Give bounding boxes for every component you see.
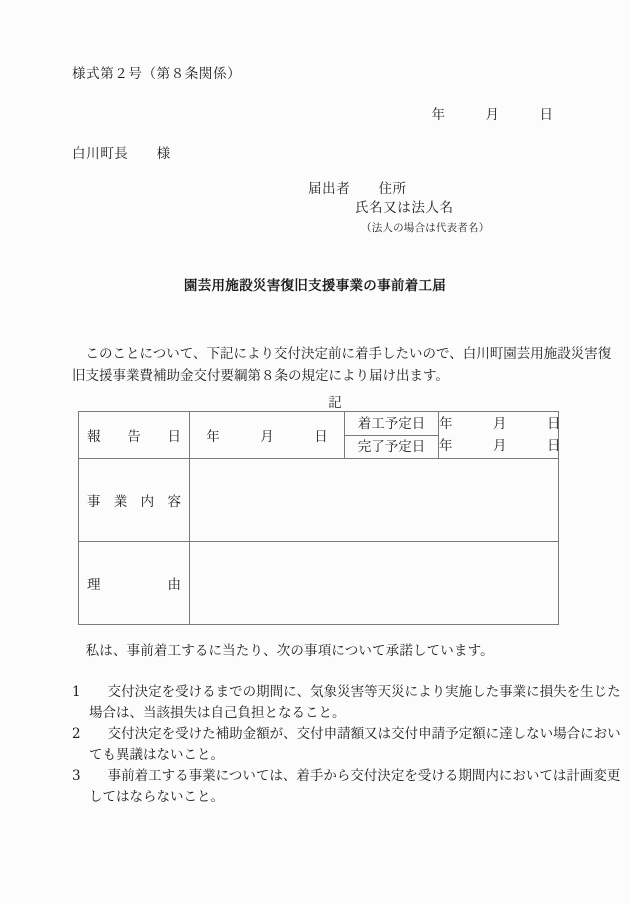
clause-1-line-2: 場合は、当該損失は自己負担となること。 xyxy=(89,705,346,721)
clause-3-number: 3 xyxy=(72,768,81,784)
reason-label: 理由 xyxy=(87,577,181,593)
clause-1-gap xyxy=(81,684,108,700)
business-content-value-cell[interactable] xyxy=(190,459,559,542)
consent-lead-text: 私は、事前着工するに当たり、次の事項について承諾しています。 xyxy=(72,643,494,659)
completion-date-label: 完了予定日 xyxy=(357,438,426,455)
reason-value-cell[interactable] xyxy=(190,542,559,625)
addressee-line: 白川町長 様 xyxy=(72,146,171,162)
report-date-label: 報告日 xyxy=(87,429,181,445)
table-row xyxy=(79,459,559,542)
submitter-name-label: 氏名又は法人名 xyxy=(355,200,454,216)
completion-date-value: 年 月 日 xyxy=(439,438,561,454)
schedule-value-cell[interactable] xyxy=(439,412,559,459)
body-paragraph-line-1: このことについて、下記により交付決定前に着手したいので、白川町園芸用施設災害復 xyxy=(72,346,612,362)
list-item xyxy=(72,766,621,808)
list-item xyxy=(72,682,621,724)
clause-2-number: 2 xyxy=(72,726,81,742)
clause-3-gap xyxy=(81,768,108,784)
submitter-block xyxy=(308,180,489,238)
list-item xyxy=(72,724,621,766)
submitter-note-label: （法人の場合は代表者名） xyxy=(361,222,490,234)
table-row xyxy=(79,412,559,459)
ki-mark: 記 xyxy=(328,395,342,411)
form-number: 様式第２号（第８条関係） xyxy=(72,66,242,82)
clause-2-gap xyxy=(81,726,108,742)
reason-label-cell xyxy=(79,542,190,625)
application-table xyxy=(78,411,559,625)
clause-1-number: 1 xyxy=(72,684,81,700)
clause-1-text-1: 交付決定を受けるまでの期間に、気象災害等天災により実施した事業に損失を生じた xyxy=(107,684,621,700)
clause-1-line-1 xyxy=(72,682,621,703)
clause-3-line-1 xyxy=(72,766,621,787)
body-paragraph-line-2: 旧支援事業費補助金交付要綱第８条の規定により届け出ます。 xyxy=(72,368,449,384)
report-date-label-cell xyxy=(79,412,190,459)
clause-2-line-1 xyxy=(72,724,621,745)
table-row xyxy=(79,542,559,625)
business-content-label: 事業内容 xyxy=(87,494,181,510)
clause-2-line-2: ても異議はないこと。 xyxy=(89,747,224,763)
schedule-label-cell xyxy=(345,412,439,459)
clause-3-text-1: 事前着工する事業については、着手から交付決定を受ける期間内においては計画変更 xyxy=(107,768,621,784)
page-title: 園芸用施設災害復旧支援事業の事前着工届 xyxy=(183,278,447,294)
report-date-value: 年 月 日 xyxy=(206,429,328,445)
start-date-label: 着工予定日 xyxy=(345,413,438,436)
date-line: 年 月 日 xyxy=(431,107,553,123)
clause-2-text-1: 交付決定を受けた補助金額が、交付申請額又は交付申請予定額に達しない場合におい xyxy=(107,726,621,742)
start-date-value: 年 月 日 xyxy=(439,416,561,432)
clause-3-line-2: してはならないこと。 xyxy=(89,789,224,805)
body-paragraph xyxy=(72,343,612,387)
submitter-address-label: 届出者 住所 xyxy=(308,181,407,197)
report-date-value-cell[interactable] xyxy=(190,412,345,459)
consent-clause-list xyxy=(72,682,621,808)
business-content-label-cell xyxy=(79,459,190,542)
